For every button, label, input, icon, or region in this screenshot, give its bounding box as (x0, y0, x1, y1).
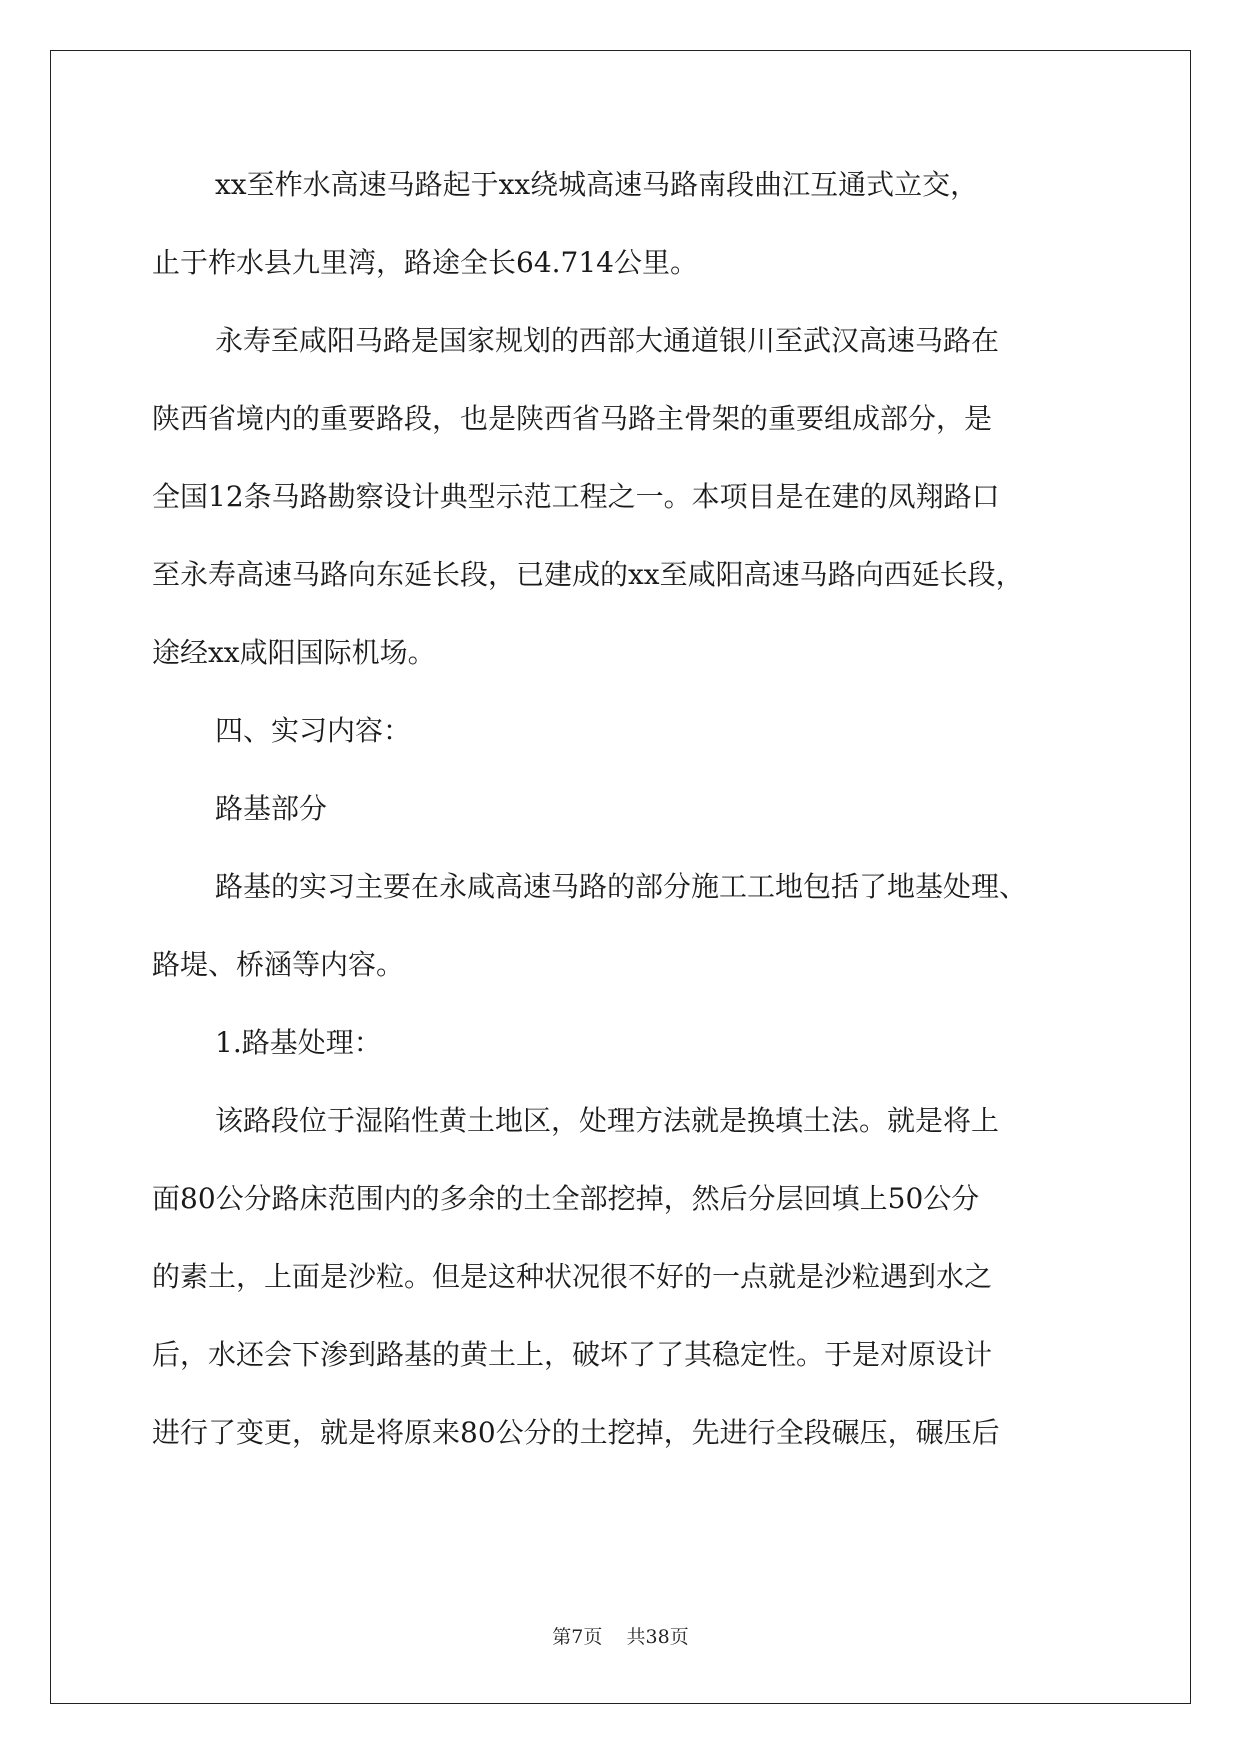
paragraph-1 (152, 160, 1092, 316)
total-pages: 共38页 (626, 1626, 689, 1648)
page-number: 第7页 (552, 1626, 603, 1648)
text-line: 路堤、桥涵等内容。 (152, 948, 405, 981)
text-line: 面80公分路床范围内的多余的土全部挖掉，然后分层回填上50公分 (152, 1182, 980, 1215)
text-line: 途经xx咸阳国际机场。 (152, 636, 436, 669)
text-line: 至永寿高速马路向东延长段，已建成的xx至咸阳高速马路向西延长段， (152, 558, 1024, 591)
text-line: 进行了变更，就是将原来80公分的土挖掉，先进行全段碾压，碾压后 (152, 1416, 1000, 1449)
heading-line: 1.路基处理： (215, 1026, 382, 1059)
item-heading (152, 1018, 1092, 1096)
heading-line: 四、实习内容： (215, 714, 412, 747)
text-line: 止于柞水县九里湾，路途全长64.714公里。 (152, 246, 698, 279)
section-heading (152, 706, 1092, 784)
page-footer (0, 1622, 1241, 1649)
text-line: 路基的实习主要在永咸高速马路的部分施工工地包括了地基处理、 (215, 870, 1028, 903)
text-line: xx至柞水高速马路起于xx绕城高速马路南段曲江互通式立交， (215, 168, 979, 201)
subsection-heading (152, 784, 1092, 862)
footer-gap (602, 1626, 626, 1648)
text-line: 陕西省境内的重要路段，也是陕西省马路主骨架的重要组成部分，是 (152, 402, 993, 435)
text-line: 全国12条马路勘察设计典型示范工程之一。本项目是在建的凤翔路口 (152, 480, 1000, 513)
text-line: 该路段位于湿陷性黄土地区，处理方法就是换填土法。就是将上 (215, 1104, 1000, 1137)
paragraph-3 (152, 862, 1092, 1018)
text-line: 后，水还会下渗到路基的黄土上，破坏了了其稳定性。于是对原设计 (152, 1338, 993, 1371)
text-line: 永寿至咸阳马路是国家规划的西部大通道银川至武汉高速马路在 (215, 324, 1000, 357)
paragraph-2 (152, 316, 1092, 706)
document-body (152, 160, 1092, 1486)
text-line: 的素土，上面是沙粒。但是这种状况很不好的一点就是沙粒遇到水之 (152, 1260, 993, 1293)
paragraph-4 (152, 1096, 1092, 1486)
heading-line: 路基部分 (215, 792, 328, 825)
